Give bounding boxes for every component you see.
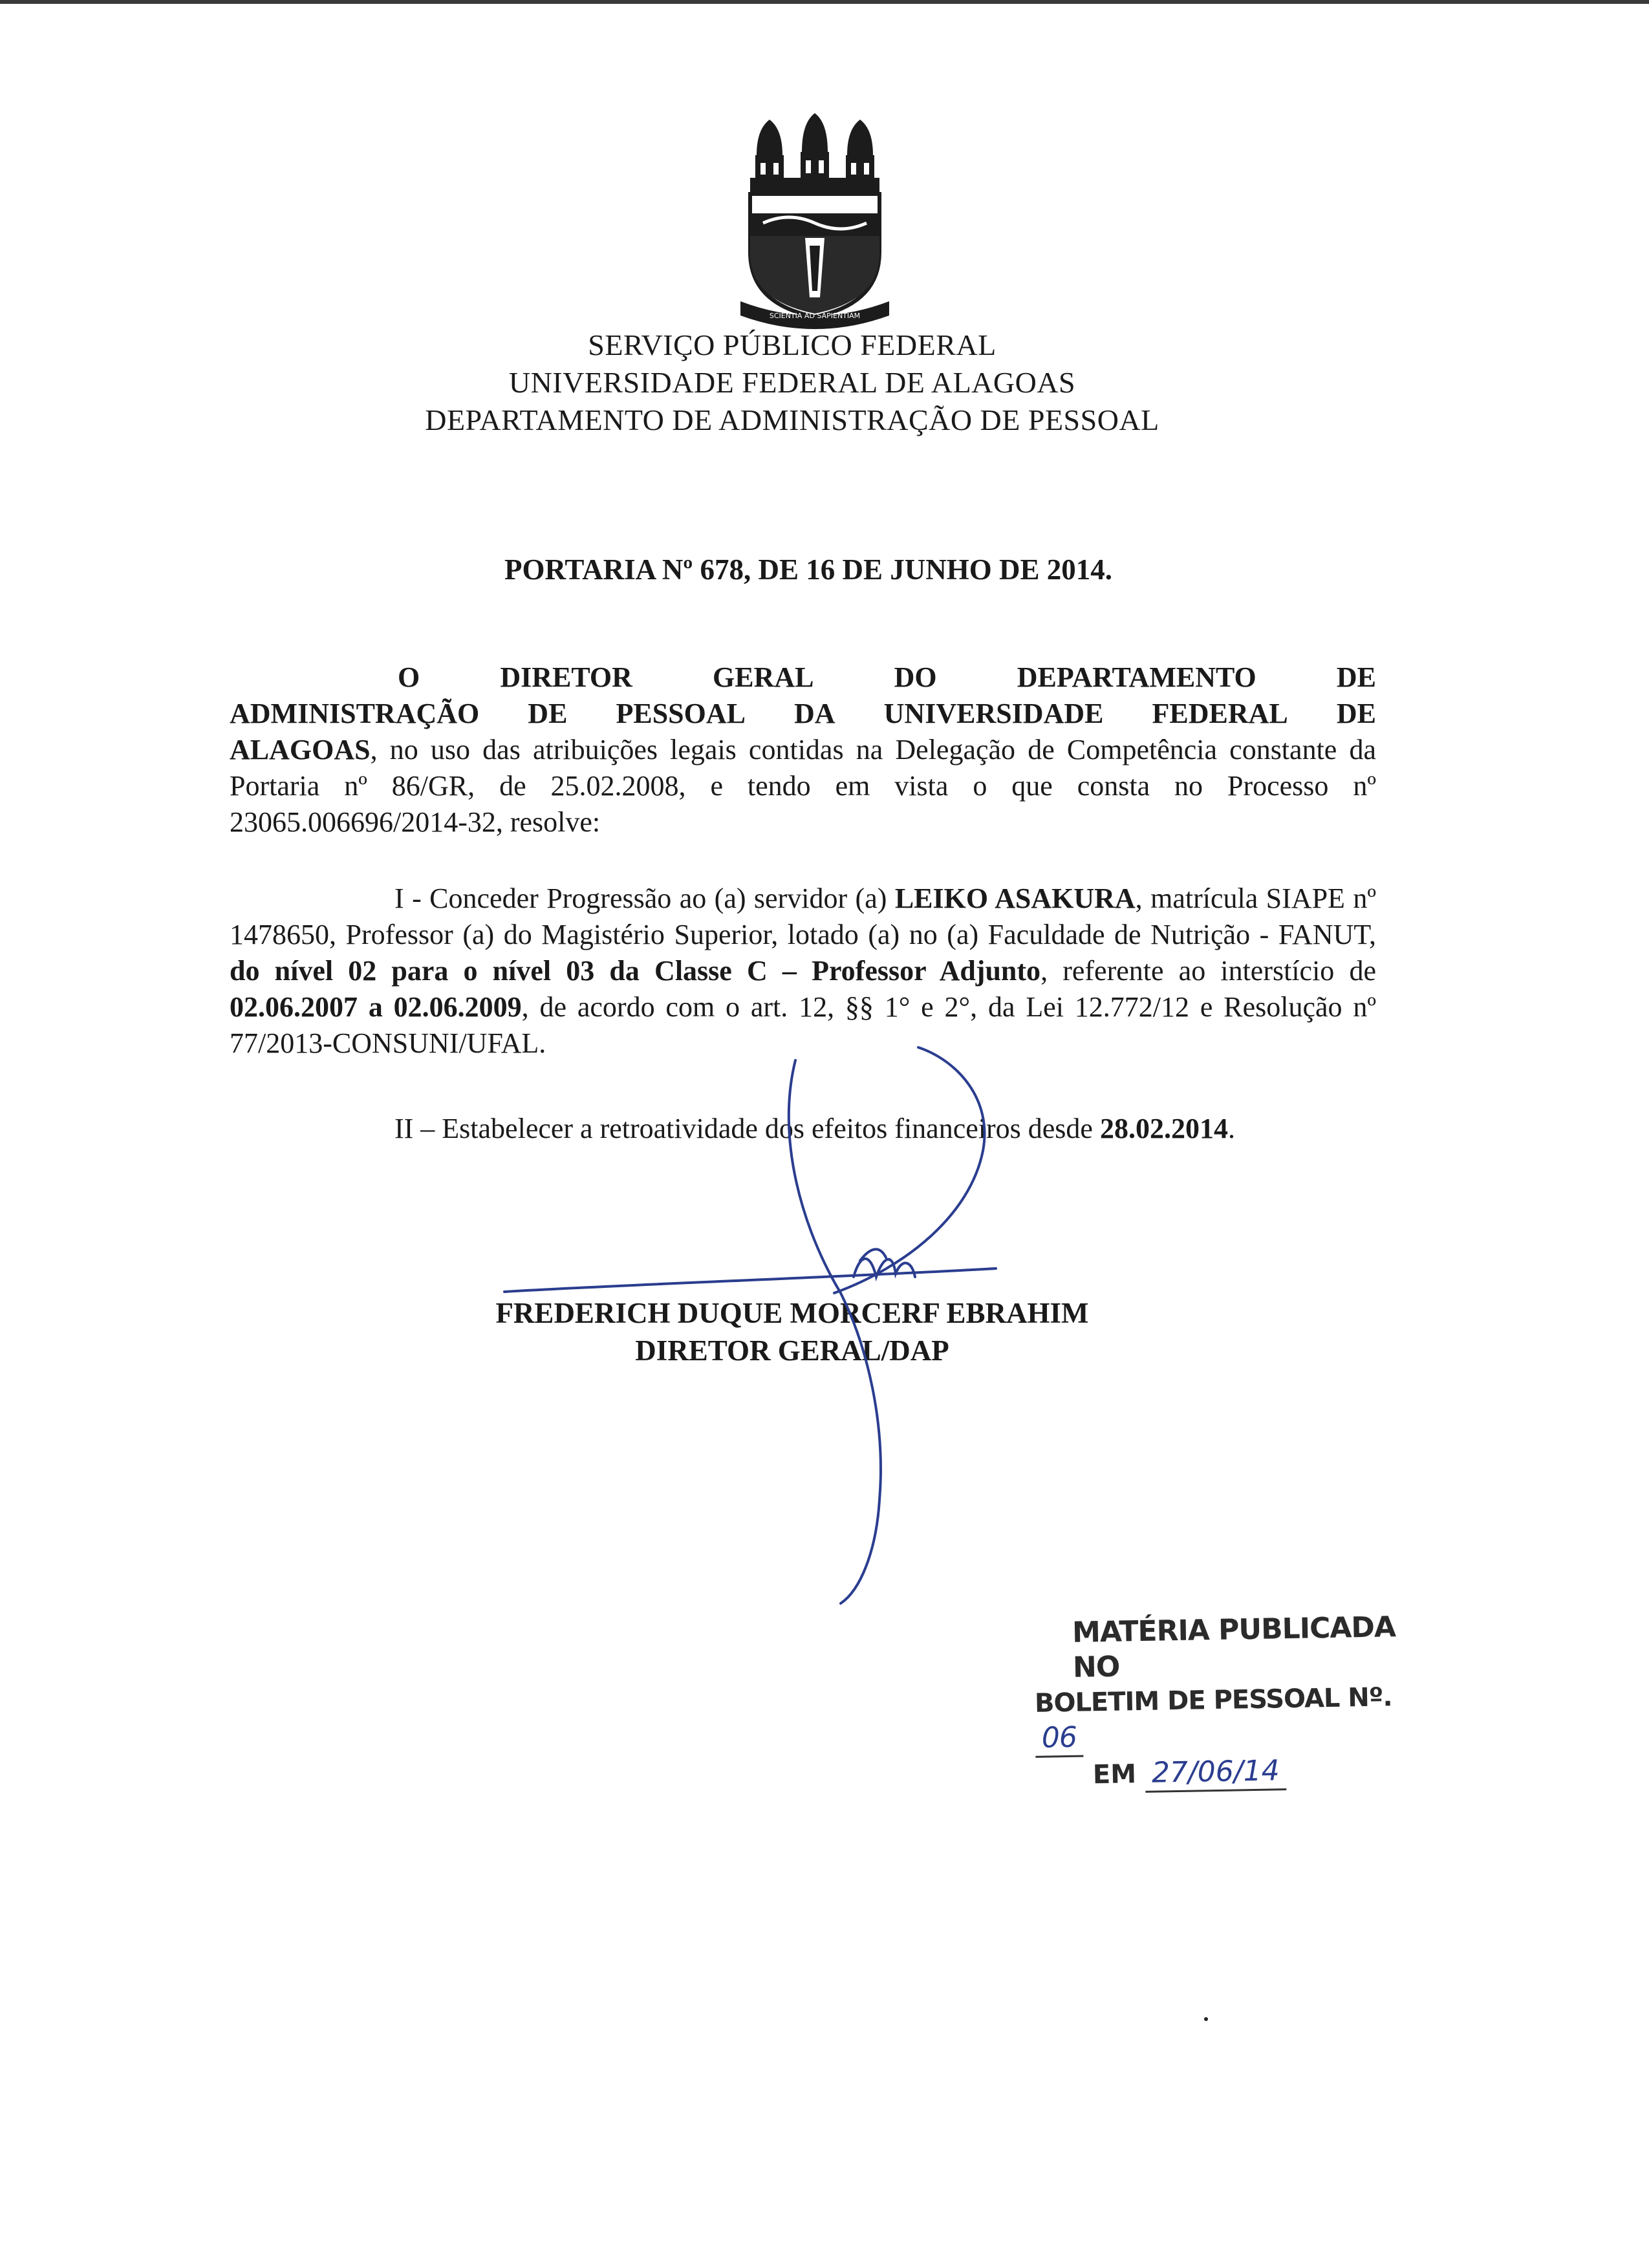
item-i-suffix: , de acordo com o art. 12, §§ 1° e 2°, da Lei 12.772/12 e Resolução nº 77/2013-CONSUNI/UFAL. <box>230 991 1376 1059</box>
stamp-line-3 <box>1035 1751 1398 1795</box>
scan-top-edge <box>0 0 1649 4</box>
intro-body <box>230 732 1376 840</box>
intro-paragraph <box>230 659 1376 840</box>
publication-stamp <box>1033 1610 1399 1795</box>
stamp-date-label: EM <box>1092 1759 1137 1790</box>
header-line-university: UNIVERSIDADE FEDERAL DE ALAGOAS <box>508 366 1076 399</box>
item-ii-paragraph <box>230 1111 1376 1147</box>
intro-word: DE <box>528 698 568 729</box>
item-i-interstice-pre: , referente ao interstício de <box>1040 955 1376 987</box>
intro-word: FEDERAL <box>1152 698 1288 729</box>
item-i-prefix: I - Conceder Progressão ao (a) servidor (a) <box>394 883 895 914</box>
signature-block <box>194 1294 1390 1369</box>
stamp-bulletin-label: BOLETIM DE PESSOAL Nº. <box>1034 1682 1392 1718</box>
stamp-line-1: MATÉRIA PUBLICADA NO <box>1072 1610 1396 1684</box>
interstice-period: 02.06.2007 a 02.06.2009 <box>230 991 522 1023</box>
header-line-service: SERVIÇO PÚBLICO FEDERAL <box>588 328 997 361</box>
crest-motto: SCIENTIA AD SAPIENTIAM <box>769 312 861 320</box>
ufal-crest-icon <box>737 110 892 330</box>
intro-word: GERAL <box>713 661 814 693</box>
progression-level: do nível 02 para o nível 03 da Classe C – Professor Adjunto <box>230 955 1041 987</box>
intro-word: DIRETOR <box>500 661 632 693</box>
intro-bold-alagoas: ALAGOAS <box>230 734 371 765</box>
portaria-title: PORTARIA Nº 678, DE 16 DE JUNHO DE 2014. <box>504 553 1112 586</box>
intro-word: DA <box>794 698 835 729</box>
intro-word: UNIVERSIDADE <box>883 698 1104 729</box>
header-line-department: DEPARTAMENTO DE ADMINISTRAÇÃO DE PESSOAL <box>425 403 1159 436</box>
intro-word: DO <box>894 661 937 693</box>
stamp-date: 27/06/14 <box>1145 1753 1287 1793</box>
item-ii-suffix: . <box>1227 1113 1235 1144</box>
stamp-bulletin-number: 06 <box>1035 1720 1083 1758</box>
item-ii-prefix: II – Estabelecer a retroatividade dos efeitos financeiros desde <box>394 1113 1100 1144</box>
signer-title: DIRETOR GERAL/DAP <box>635 1334 949 1367</box>
intro-text: , no uso das atribuições legais contidas na Delegação de Competência constante da Portaria nº 86/GR, de 25.02.2008, e tendo em vista o que consta no Processo nº 23065.006696/2014-32, resolve: <box>230 734 1376 838</box>
intro-line-2 <box>230 696 1376 732</box>
intro-line-1 <box>230 659 1376 696</box>
stamp-line-2 <box>1035 1680 1398 1758</box>
intro-word: DE <box>1336 661 1376 693</box>
intro-word: PESSOAL <box>616 698 746 729</box>
intro-word: DEPARTAMENTO <box>1017 661 1256 693</box>
intro-word: ADMINISTRAÇÃO <box>230 698 480 729</box>
signer-name: FREDERICH DUQUE MORCERF EBRAHIM <box>495 1297 1089 1329</box>
intro-word: DE <box>1336 698 1376 729</box>
servant-name: LEIKO ASAKURA <box>894 883 1136 914</box>
scan-speck <box>1204 2017 1208 2021</box>
document-header <box>194 326 1390 439</box>
item-i-paragraph <box>230 881 1376 1062</box>
retroactive-date: 28.02.2014 <box>1099 1113 1228 1144</box>
item-i-middle: , matrícula SIAPE nº 1478650, Professor (a) do Magistério Superior, lotado (a) no (a) Faculdade de Nutrição - FANUT, <box>230 883 1376 950</box>
intro-word: O <box>398 661 420 693</box>
